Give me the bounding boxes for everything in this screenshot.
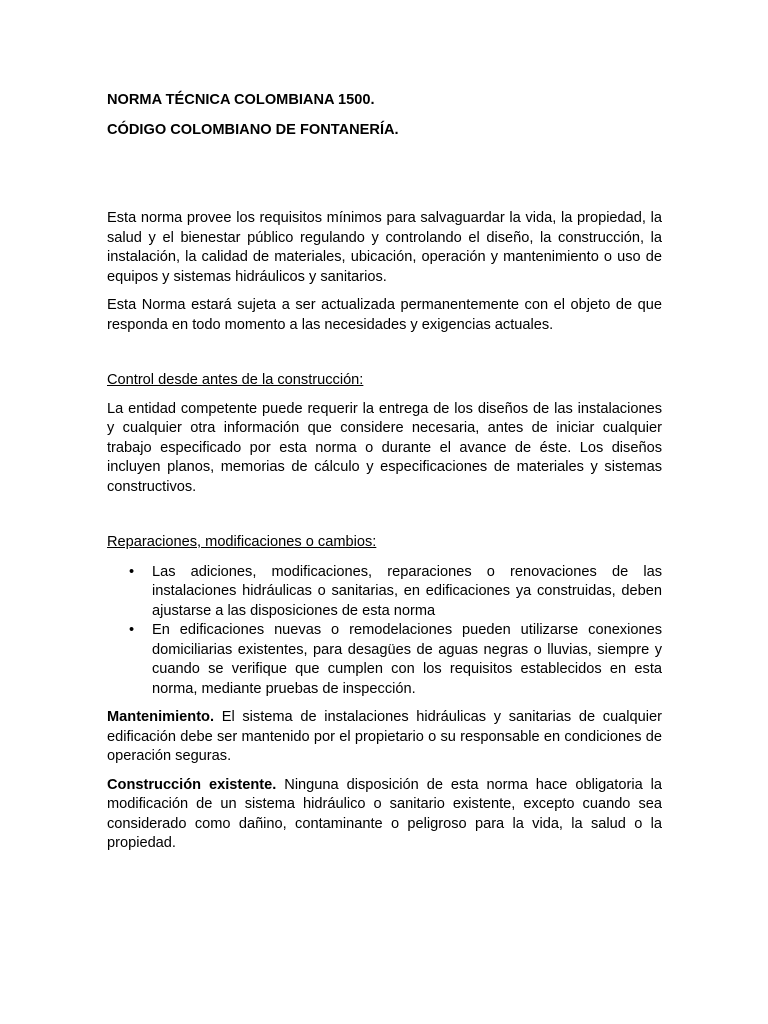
document-subtitle: CÓDIGO COLOMBIANO DE FONTANERÍA. — [107, 121, 399, 138]
maintenance-label: Mantenimiento. — [107, 709, 215, 725]
repairs-section-heading: Reparaciones, modificaciones o cambios: — [107, 534, 377, 550]
existing-construction-label: Construcción existente. — [107, 776, 277, 793]
document-body — [107, 91, 662, 854]
bullet-icon: • — [129, 622, 135, 638]
repairs-bullet-list — [107, 563, 662, 700]
maintenance-text: El sistema de instalaciones hidráulicas y sanitarias de cualquier edificación debe ser mantenido por el propietario o su responsable en condiciones de operación seguras. — [107, 709, 662, 764]
bullet-icon: • — [129, 563, 135, 580]
control-section-text: La entidad competente puede requerir la entrega de los diseños de las instalaciones y cualquier otra información que considere necesaria, antes de iniciar cualquier trabajo especificado por esta norma o durante el avance de éste. Los diseños incluyen planos, memorias de cálculo y especificaciones de materiales y sistemas constructivos. — [107, 400, 662, 495]
document-title: NORMA TÉCNICA COLOMBIANA 1500. — [107, 92, 375, 108]
list-item-text: En edificaciones nuevas o remodelaciones pueden utilizarse conexiones domiciliarias existentes, para desagües de aguas negras o lluvias, siempre y cuando se verifique que cumplen con los requisitos establecidos en esta norma, mediante pruebas de inspección. — [152, 622, 662, 697]
intro-paragraph-2: Esta Norma estará sujeta a ser actualizada permanentemente con el objeto de que responda en todo momento a las necesidades y exigencias actuales. — [107, 297, 662, 333]
existing-construction-text: Ninguna disposición de esta norma hace obligatoria la modificación de un sistema hidráulico o sanitario existente, excepto cuando sea considerado como dañino, contaminante o peligroso para la vida, la salud o la propiedad. — [107, 776, 662, 851]
control-section-heading: Control desde antes de la construcción: — [107, 372, 364, 388]
intro-paragraph-1: Esta norma provee los requisitos mínimos para salvaguardar la vida, la propiedad, la salud y el bienestar público regulando y controlando el diseño, la construcción, la instalación, la calidad de materiales, ubicación, operación y mantenimiento o uso de equipos y sistemas hidráulicos y sanitarios. — [107, 210, 662, 285]
list-item-text: Las adiciones, modificaciones, reparaciones o renovaciones de las instalaciones hidráulicas o sanitarias, en edificaciones ya construidas, deben ajustarse a las disposiciones de esta norma — [152, 563, 662, 619]
maintenance-paragraph — [107, 708, 662, 767]
existing-construction-paragraph — [107, 776, 662, 854]
list-item — [107, 621, 662, 699]
list-item — [107, 563, 662, 622]
